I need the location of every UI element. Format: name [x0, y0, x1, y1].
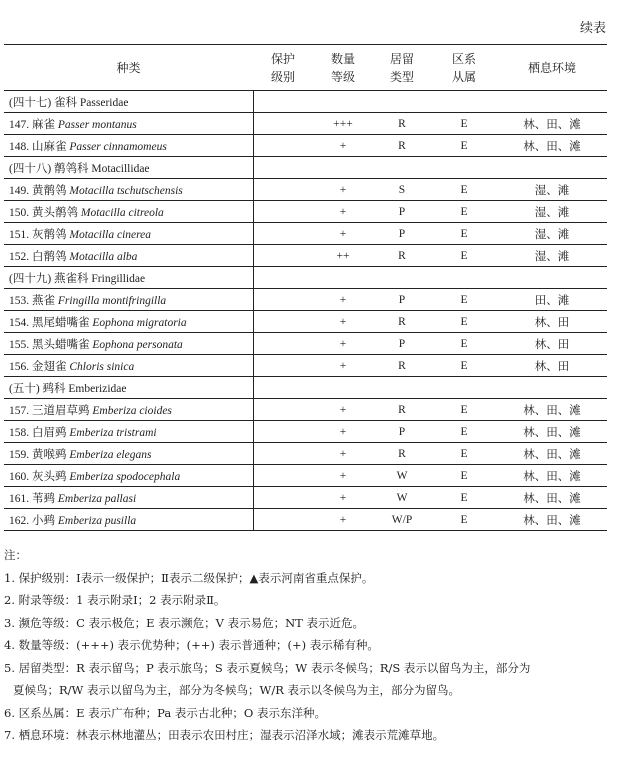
zoogeo-cell: E — [431, 245, 497, 267]
empty-cell — [253, 157, 607, 179]
empty-cell — [253, 377, 607, 399]
continued-label: 续表 — [579, 21, 606, 36]
residence-cell: P — [373, 421, 431, 443]
habitat-cell: 林、田、滩 — [497, 113, 607, 135]
zoogeo-cell: E — [431, 113, 497, 135]
protection-cell — [253, 201, 313, 223]
species-common-name: 154. 黑尾蜡嘴雀 — [9, 316, 90, 329]
species-scientific-name: Emberiza elegans — [69, 448, 152, 461]
species-cell — [4, 421, 253, 443]
header-abundance: 数量 等级 — [313, 45, 373, 91]
species-table — [4, 44, 607, 531]
habitat-cell: 林、田 — [497, 311, 607, 333]
notes-title: 注： — [4, 548, 27, 562]
residence-cell: P — [373, 289, 431, 311]
habitat-cell: 林、田 — [497, 333, 607, 355]
species-row — [4, 355, 607, 377]
abundance-cell: + — [313, 421, 373, 443]
protection-cell — [253, 135, 313, 157]
species-common-name: 152. 白鹡鸰 — [9, 250, 67, 263]
protection-cell — [253, 465, 313, 487]
species-common-name: 150. 黄头鹡鸰 — [9, 206, 78, 219]
residence-cell: R — [373, 355, 431, 377]
header-residence: 居留 类型 — [373, 45, 431, 91]
species-row — [4, 135, 607, 157]
species-scientific-name: Emberiza pusilla — [57, 514, 137, 527]
species-common-name: 162. 小鹀 — [9, 514, 55, 527]
species-common-name: 159. 黄喉鹀 — [9, 448, 67, 461]
species-cell — [4, 223, 253, 245]
species-cell — [4, 311, 253, 333]
species-row — [4, 421, 607, 443]
abundance-cell: +++ — [313, 113, 373, 135]
residence-cell: R — [373, 399, 431, 421]
abundance-cell: + — [313, 223, 373, 245]
abundance-cell: + — [313, 289, 373, 311]
abundance-cell: ++ — [313, 245, 373, 267]
note-item: 7. 栖息环境：林表示林地灌丛；田表示农田村庄；湿表示沼泽水域；滩表示荒滩草地。 — [4, 728, 445, 742]
species-row — [4, 201, 607, 223]
species-cell — [4, 355, 253, 377]
species-common-name: 155. 黑头蜡嘴雀 — [9, 338, 90, 351]
species-common-name: 149. 黄鹡鸰 — [9, 184, 67, 197]
family-name: (五十) 鹀科 Emberizidae — [4, 377, 253, 399]
protection-cell — [253, 179, 313, 201]
species-scientific-name: Eophona migratoria — [92, 316, 187, 329]
species-common-name: 153. 燕雀 — [9, 294, 55, 307]
protection-cell — [253, 487, 313, 509]
species-row — [4, 465, 607, 487]
zoogeo-cell: E — [431, 465, 497, 487]
header-habitat: 栖息环境 — [497, 45, 607, 91]
protection-cell — [253, 399, 313, 421]
species-scientific-name: Emberiza tristrami — [69, 426, 157, 439]
header-zoogeo: 区系 从属 — [431, 45, 497, 91]
empty-cell — [253, 91, 607, 113]
protection-cell — [253, 289, 313, 311]
species-cell — [4, 465, 253, 487]
habitat-cell: 湿、滩 — [497, 245, 607, 267]
species-common-name: 158. 白眉鹀 — [9, 426, 67, 439]
species-common-name: 161. 苇鹀 — [9, 492, 55, 505]
abundance-cell: + — [313, 311, 373, 333]
habitat-cell: 湿、滩 — [497, 179, 607, 201]
species-common-name: 151. 灰鹡鸰 — [9, 228, 67, 241]
species-row — [4, 333, 607, 355]
species-row — [4, 487, 607, 509]
habitat-cell: 林、田、滩 — [497, 443, 607, 465]
protection-cell — [253, 355, 313, 377]
residence-cell: R — [373, 245, 431, 267]
abundance-cell: + — [313, 399, 373, 421]
species-common-name: 156. 金翅雀 — [9, 360, 67, 373]
species-row — [4, 443, 607, 465]
zoogeo-cell: E — [431, 399, 497, 421]
species-scientific-name: Motacilla citreola — [80, 206, 164, 219]
abundance-cell: + — [313, 465, 373, 487]
species-common-name: 147. 麻雀 — [9, 118, 55, 131]
abundance-cell: + — [313, 487, 373, 509]
abundance-cell: + — [313, 333, 373, 355]
family-name: (四十九) 燕雀科 Fringillidae — [4, 267, 253, 289]
note-item-continuation: 夏候鸟；R/W 表示以留鸟为主，部分为冬候鸟；W/R 表示以冬候鸟为主，部分为留鸟。 — [13, 683, 461, 697]
habitat-cell: 林、田、滩 — [497, 421, 607, 443]
species-row — [4, 509, 607, 531]
zoogeo-cell: E — [431, 135, 497, 157]
zoogeo-cell: E — [431, 179, 497, 201]
species-row — [4, 289, 607, 311]
habitat-cell: 林、田、滩 — [523, 514, 581, 527]
abundance-cell: + — [313, 179, 373, 201]
species-row — [4, 113, 607, 135]
habitat-cell: 林、田、滩 — [497, 465, 607, 487]
zoogeo-cell: E — [431, 333, 497, 355]
species-scientific-name: Passer montanus — [57, 118, 137, 131]
species-cell — [4, 399, 253, 421]
species-cell — [4, 333, 253, 355]
residence-cell: S — [373, 179, 431, 201]
zoogeo-cell: E — [431, 201, 497, 223]
residence-cell: R — [373, 113, 431, 135]
species-scientific-name: Motacilla cinerea — [69, 228, 152, 241]
notes — [4, 544, 530, 747]
species-scientific-name: Passer cinnamomeus — [69, 140, 167, 153]
habitat-cell: 林、田 — [497, 355, 607, 377]
zoogeo-cell: E — [431, 223, 497, 245]
residence-cell: P — [373, 333, 431, 355]
note-item: 1. 保护级别：Ⅰ表示一级保护；Ⅱ表示二级保护；▲表示河南省重点保护。 — [4, 570, 374, 585]
species-common-name: 148. 山麻雀 — [9, 140, 67, 153]
residence-cell: W — [373, 465, 431, 487]
note-item: 5. 居留类型：R 表示留鸟；P 表示旅鸟；S 表示夏候鸟；W 表示冬候鸟；R/S 表示以留鸟为主，部分为 — [4, 660, 531, 675]
note-item: 3. 濒危等级：C 表示极危；E 表示濒危；V 表示易危；NT 表示近危。 — [4, 615, 364, 630]
zoogeo-cell: E — [431, 487, 497, 509]
protection-cell — [253, 509, 313, 531]
species-row — [4, 223, 607, 245]
abundance-cell: + — [313, 355, 373, 377]
species-cell — [4, 289, 253, 311]
species-cell — [4, 179, 253, 201]
residence-cell: P — [373, 223, 431, 245]
family-row — [4, 91, 607, 113]
species-scientific-name: Fringilla montifringilla — [57, 294, 167, 307]
family-row — [4, 377, 607, 399]
habitat-cell: 林、田、滩 — [497, 399, 607, 421]
species-scientific-name: Eophona personata — [92, 338, 183, 351]
species-cell — [4, 201, 253, 223]
note-item: 6. 区系丛属：E 表示广布种；Pa 表示古北种；O 表示东洋种。 — [4, 705, 326, 720]
protection-cell — [253, 113, 313, 135]
family-name: (四十七) 雀科 Passeridae — [4, 91, 253, 113]
species-common-name: 157. 三道眉草鹀 — [9, 404, 90, 417]
family-name: (四十八) 鹡鸰科 Motacillidae — [4, 157, 253, 179]
zoogeo-cell: E — [431, 443, 497, 465]
species-cell — [4, 245, 253, 267]
habitat-cell: 湿、滩 — [497, 201, 607, 223]
habitat-cell: 田、滩 — [497, 289, 607, 311]
species-scientific-name: Emberiza spodocephala — [69, 470, 181, 483]
species-row — [4, 179, 607, 201]
header-protection: 保护 级别 — [253, 45, 313, 91]
species-row — [4, 311, 607, 333]
species-cell — [4, 509, 253, 531]
header-species: 种类 — [4, 45, 253, 91]
note-item: 4. 数量等级：(+++) 表示优势种；(++) 表示普通种；(+) 表示稀有种。 — [4, 638, 379, 652]
residence-cell: R — [373, 311, 431, 333]
header-row — [4, 45, 607, 91]
species-row — [4, 399, 607, 421]
protection-cell — [253, 245, 313, 267]
note-item: 2. 附录等级：1 表示附录Ⅰ；2 表示附录Ⅱ。 — [4, 593, 226, 607]
habitat-cell: 湿、滩 — [497, 223, 607, 245]
species-cell — [4, 487, 253, 509]
zoogeo-cell: E — [431, 355, 497, 377]
species-scientific-name: Motacilla alba — [69, 250, 138, 263]
residence-cell: W — [373, 487, 431, 509]
species-row — [4, 245, 607, 267]
species-cell — [4, 443, 253, 465]
empty-cell — [253, 267, 607, 289]
zoogeo-cell: E — [431, 289, 497, 311]
abundance-cell: + — [313, 135, 373, 157]
protection-cell — [253, 443, 313, 465]
species-cell — [4, 113, 253, 135]
species-common-name: 160. 灰头鹀 — [9, 470, 67, 483]
species-scientific-name: Emberiza pallasi — [57, 492, 137, 505]
residence-cell: P — [373, 201, 431, 223]
abundance-cell: + — [313, 201, 373, 223]
zoogeo-cell: E — [431, 421, 497, 443]
abundance-cell: + — [339, 513, 347, 526]
protection-cell — [253, 311, 313, 333]
species-scientific-name: Motacilla tschutschensis — [69, 184, 183, 197]
habitat-cell: 林、田、滩 — [497, 487, 607, 509]
family-row — [4, 157, 607, 179]
protection-cell — [253, 223, 313, 245]
protection-cell — [253, 421, 313, 443]
residence-cell: R — [373, 135, 431, 157]
zoogeo-cell: E — [431, 311, 497, 333]
species-cell — [4, 135, 253, 157]
abundance-cell: + — [313, 443, 373, 465]
habitat-cell: 林、田、滩 — [497, 135, 607, 157]
zoogeo-cell: E — [460, 513, 468, 526]
species-scientific-name: Emberiza cioides — [92, 404, 172, 417]
residence-cell: W/P — [391, 513, 413, 526]
species-scientific-name: Chloris sinica — [69, 360, 135, 373]
residence-cell: R — [373, 443, 431, 465]
family-row — [4, 267, 607, 289]
protection-cell — [253, 333, 313, 355]
